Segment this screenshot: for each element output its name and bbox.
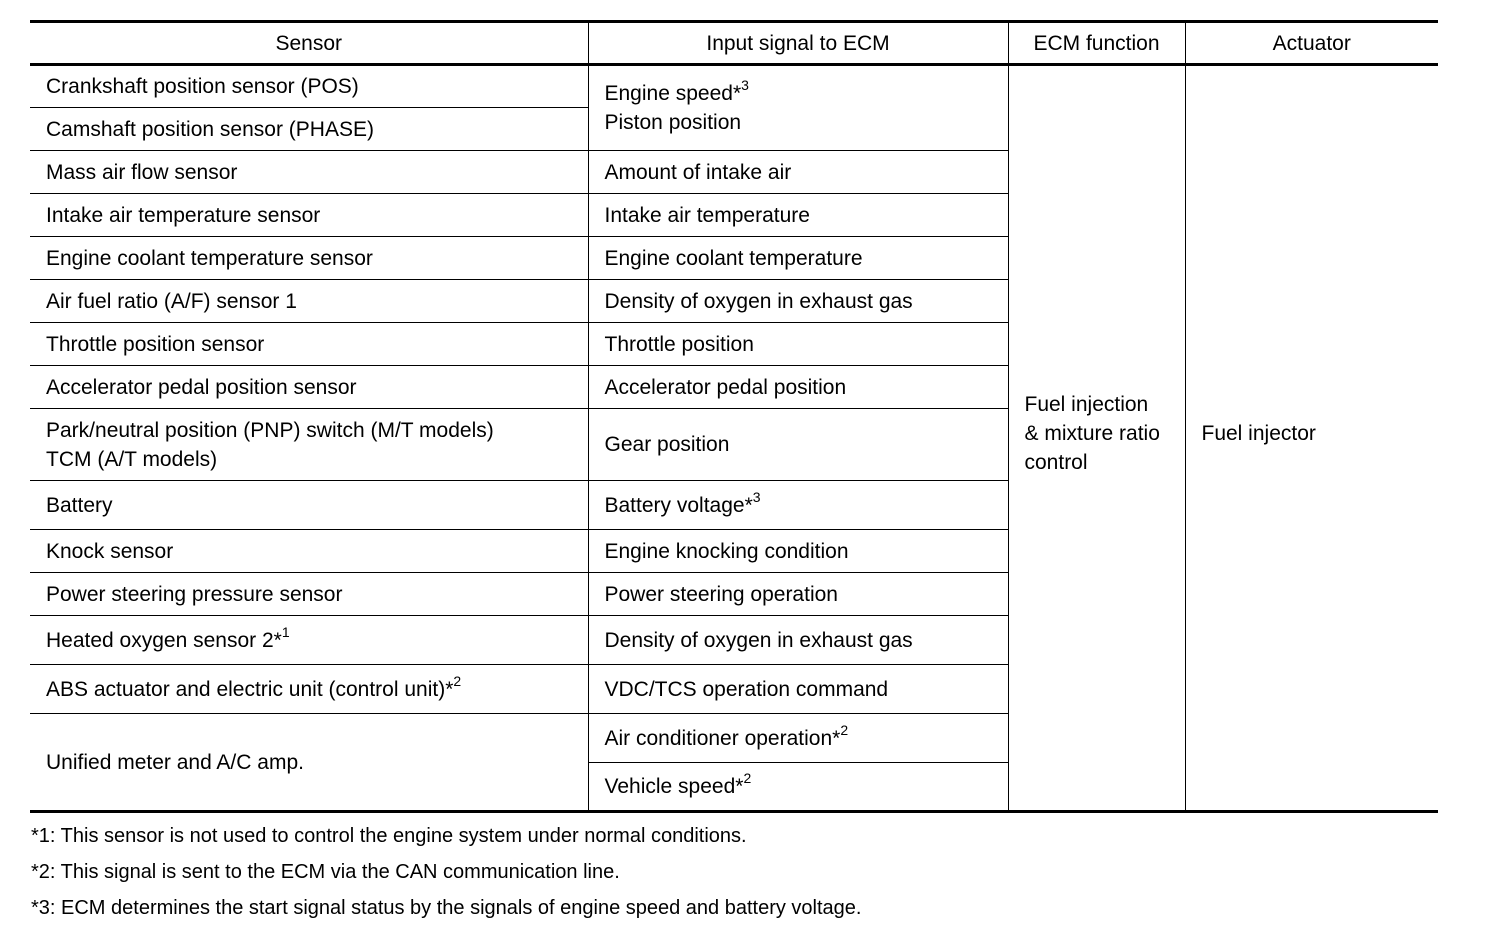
ecm-function-cell bbox=[1008, 65, 1185, 812]
sensor-cell bbox=[30, 409, 588, 481]
signal-cell: VDC/TCS operation command bbox=[588, 665, 1008, 714]
sensor-cell bbox=[30, 616, 588, 665]
ecm-function-text: Fuel injection & mixture ratio control bbox=[1024, 392, 1160, 474]
table-row bbox=[30, 65, 1438, 108]
header-row bbox=[30, 22, 1438, 65]
signal-text: Engine speed* bbox=[604, 82, 742, 105]
header-input-signal: Input signal to ECM bbox=[588, 22, 1008, 65]
signal-cell: Density of oxygen in exhaust gas bbox=[588, 280, 1008, 323]
signal-cell: Intake air temperature bbox=[588, 194, 1008, 237]
header-ecm-function: ECM function bbox=[1008, 22, 1185, 65]
sensor-cell: Power steering pressure sensor bbox=[30, 573, 588, 616]
sensor-cell: Mass air flow sensor bbox=[30, 151, 588, 194]
sensor-text: Heated oxygen sensor 2* bbox=[46, 628, 282, 652]
sensor-cell: Camshaft position sensor (PHASE) bbox=[30, 108, 588, 151]
sensor-cell: Accelerator pedal position sensor bbox=[30, 366, 588, 409]
sensor-cell: Air fuel ratio (A/F) sensor 1 bbox=[30, 280, 588, 323]
signal-cell bbox=[588, 763, 1008, 812]
sensor-cell: Engine coolant temperature sensor bbox=[30, 237, 588, 280]
signal-cell: Accelerator pedal position bbox=[588, 366, 1008, 409]
signal-cell bbox=[588, 481, 1008, 530]
signal-text: Vehicle speed* bbox=[604, 775, 744, 798]
footnote-2: *2: This signal is sent to the ECM via the CAN communication line. bbox=[31, 861, 620, 883]
footnote-1: *1: This sensor is not used to control the engine system under normal conditions. bbox=[31, 825, 747, 847]
signal-cell: Engine coolant temperature bbox=[588, 237, 1008, 280]
footnote-ref: 2 bbox=[453, 672, 462, 689]
sensor-cell: Crankshaft position sensor (POS) bbox=[30, 65, 588, 108]
signal-cell: Power steering operation bbox=[588, 573, 1008, 616]
signal-cell bbox=[588, 65, 1008, 151]
sensor-cell: Unified meter and A/C amp. bbox=[30, 714, 588, 812]
signal-cell: Amount of intake air bbox=[588, 151, 1008, 194]
footnote-ref: 2 bbox=[743, 770, 752, 786]
footnotes bbox=[31, 818, 861, 926]
sensor-cell: Knock sensor bbox=[30, 530, 588, 573]
signal-text: Air conditioner operation* bbox=[604, 726, 841, 750]
signal-cell: Density of oxygen in exhaust gas bbox=[588, 616, 1008, 665]
footnote-ref: 3 bbox=[741, 77, 749, 93]
actuator-text: Fuel injector bbox=[1201, 421, 1316, 445]
signal-cell: Engine knocking condition bbox=[588, 530, 1008, 573]
header-actuator: Actuator bbox=[1185, 22, 1438, 65]
header-sensor: Sensor bbox=[30, 22, 588, 65]
signal-text-2: Piston position bbox=[604, 111, 742, 134]
sensor-cell: Intake air temperature sensor bbox=[30, 194, 588, 237]
signal-cell: Throttle position bbox=[588, 323, 1008, 366]
signal-cell bbox=[588, 714, 1008, 763]
footnote-3: *3: ECM determines the start signal status by the signals of engine speed and battery voltage. bbox=[31, 897, 862, 919]
sensor-text: ABS actuator and electric unit (control unit)* bbox=[46, 677, 454, 701]
signal-text: Battery voltage* bbox=[604, 493, 753, 517]
sensor-cell: Throttle position sensor bbox=[30, 323, 588, 366]
ecm-input-output-table bbox=[30, 20, 1438, 813]
footnote-ref: 3 bbox=[752, 488, 761, 505]
sensor-text: Park/neutral position (PNP) switch (M/T models) bbox=[46, 418, 494, 442]
footnote-ref: 1 bbox=[281, 623, 290, 640]
sensor-text-2: TCM (A/T models) bbox=[46, 447, 218, 471]
signal-cell: Gear position bbox=[588, 409, 1008, 481]
sensor-cell bbox=[30, 665, 588, 714]
actuator-cell bbox=[1185, 65, 1438, 812]
footnote-ref: 2 bbox=[840, 721, 849, 738]
sensor-cell: Battery bbox=[30, 481, 588, 530]
